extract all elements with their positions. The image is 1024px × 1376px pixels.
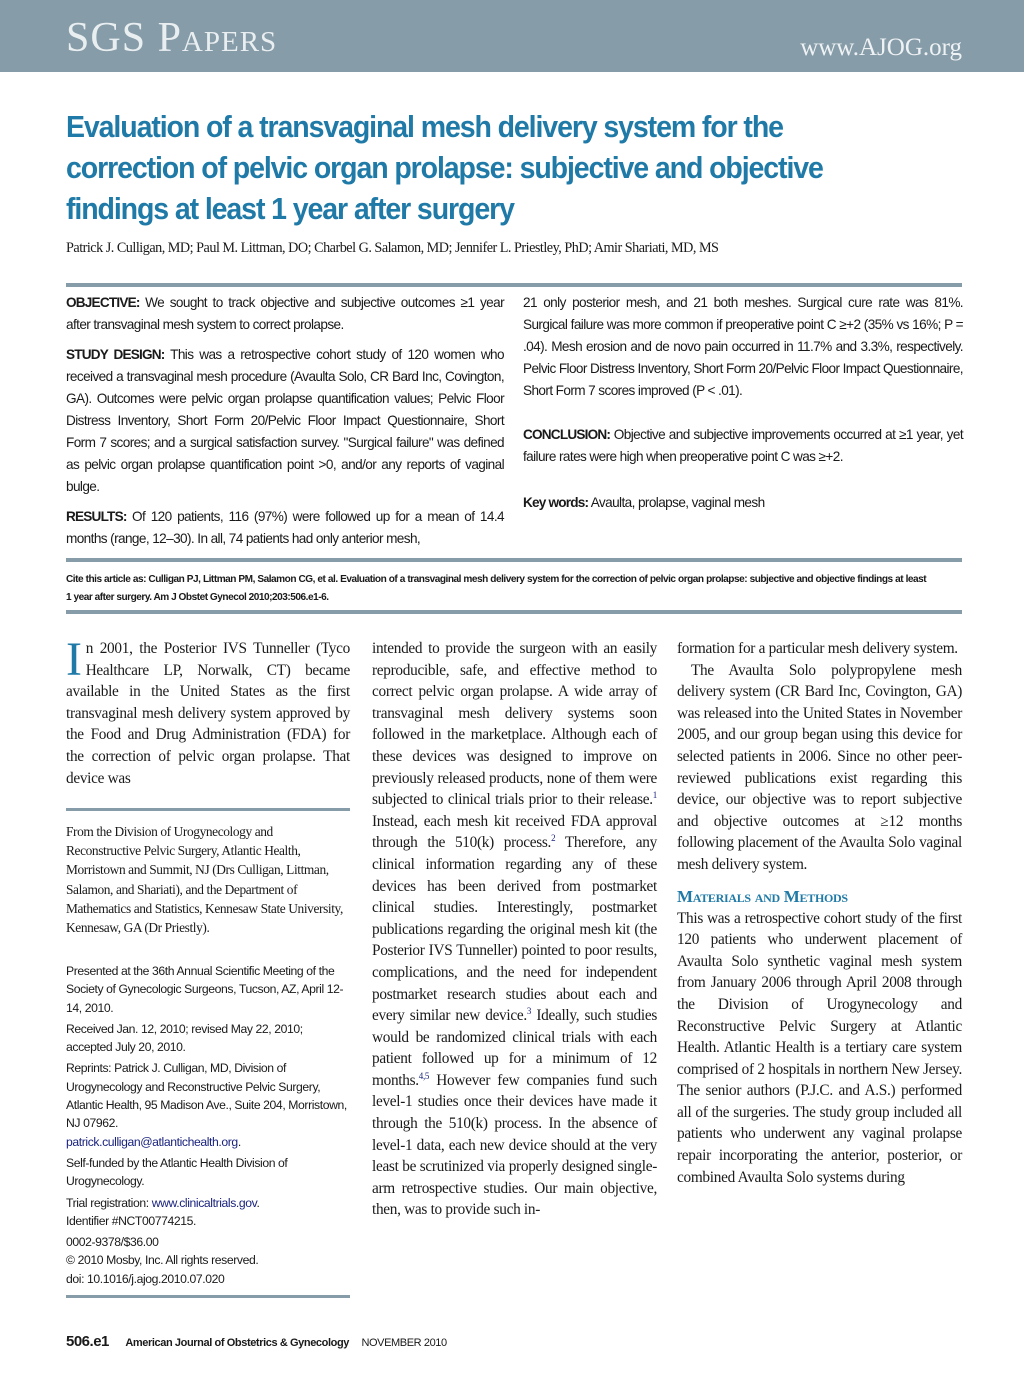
abstract-keywords	[523, 492, 963, 514]
divider	[66, 610, 962, 614]
body-column-2	[372, 638, 657, 1221]
affiliation: From the Division of Urogynecology and Reconstructive Pelvic Surgery, Atlantic Health, Morristown and Summit, NJ (Drs Culligan, Littman, Salamon, and Shariati), and the Department of Mathematics and Statistics, Kennesaw State University, Kennesaw, GA (Dr Priestly).	[66, 824, 343, 936]
abstract-objective	[66, 292, 504, 336]
objective-label: OBJECTIVE:	[66, 295, 140, 310]
body-column-3	[677, 638, 962, 1188]
price: 0002-9378/$36.00	[66, 1235, 159, 1250]
conclusion-text: Objective and subjective improvements occurred at ≥1 year, yet failure rates were high when preoperative point C was ≥+2.	[523, 427, 963, 464]
reference-link[interactable]: 2	[551, 833, 556, 844]
abstract-results-cont	[523, 292, 963, 402]
keywords-text: Avaulta, prolapse, vaginal mesh	[588, 495, 765, 510]
trial-label: Trial registration:	[66, 1195, 152, 1210]
results-label: RESULTS:	[66, 509, 127, 524]
reference-link[interactable]: 4,5	[418, 1070, 430, 1081]
reprints-note: Reprints: Patrick J. Culligan, MD, Division of Urogynecology and Reconstructive Pelvic Surgery, Atlantic Health, 95 Madison Ave., Suite 204, Morristown, NJ 07962. patrick.culligan@atlantichealth.org.	[66, 1061, 347, 1149]
divider	[66, 808, 350, 811]
email-link[interactable]: patrick.culligan@atlantichealth.org	[66, 1134, 238, 1149]
body-column-1	[66, 633, 350, 789]
body-text: Therefore, any clinical information regarding any of these devices has been derived from postmarket clinical studies. Interestingly, postmarket publications regarding the original mesh kit (the Posterior IVS Tunneller) pointed to poor results, complications, and the need for independent postmarket research studies about each and every similar new device.	[372, 834, 657, 1025]
divider	[66, 558, 962, 562]
funding-note: Self-funded by the Atlantic Health Division of Urogynecology.	[66, 1155, 288, 1189]
reprints-text: Reprints: Patrick J. Culligan, MD, Division of Urogynecology and Reconstructive Pelvic Surgery, Atlantic Health, 95 Madison Ave., Suite 204, Morristown, NJ 07962.	[66, 1061, 347, 1131]
section-heading: Materials and Methods	[677, 886, 848, 906]
abstract-study-design	[66, 344, 504, 498]
abstract-conclusion	[523, 424, 963, 468]
conclusion-label: CONCLUSION:	[523, 427, 611, 442]
body-paragraph: The Avaulta Solo polypropylene mesh delivery system (CR Bard Inc, Covington, GA) was released into the United States in November 2005, and our group began using this device for selected patients in 2006. Since no other peer-reviewed publications exist regarding this device, our objective was to report subjective and objective outcomes at ≥12 months following placement of the Avaulta Solo vaginal mesh delivery system.	[677, 661, 962, 873]
results-text-1: Of 120 patients, 116 (97%) were followed up for a mean of 14.4 months (range, 12–30). In all, 74 patients had only anterior mesh,	[66, 509, 504, 546]
trial-registry-link[interactable]: www.clinicaltrials.gov	[151, 1195, 257, 1210]
body-text: Ideally, such studies would be randomized clinical trials with each patient followed up for a minimum of 12 months.	[372, 1007, 657, 1089]
author-list: Patrick J. Culligan, MD; Paul M. Littman, DO; Charbel G. Salamon, MD; Jennifer L. Priestley, PhD; Amir Shariati, MD, MS	[66, 240, 719, 256]
intro-paragraph	[66, 633, 350, 789]
body-paragraph	[372, 638, 657, 1221]
journal-site-link[interactable]: www.AJOG.org	[800, 34, 962, 61]
results-text-2: 21 only posterior mesh, and 21 both meshes. Surgical cure rate was 81%. Surgical failure was more common if preoperative point C ≥+2 (35% vs 16%; P = .04). Mesh erosion and de novo pain occurred in 11.7% and 3.3%, respectively. Pelvic Floor Distress Inventory, Short Form 20/Pelvic Floor Impact Questionnaire, Short Form 7 scores improved (P < .01).	[523, 295, 963, 398]
doi-link[interactable]: doi: 10.1016/j.ajog.2010.07.020	[66, 1271, 225, 1286]
journal-name: American Journal of Obstetrics & Gynecology	[125, 1337, 349, 1349]
abstract-right-column	[523, 292, 963, 522]
trial-note: Trial registration: www.clinicaltrials.gov. Identifier #NCT00774215.	[66, 1195, 260, 1228]
copyright: © 2010 Mosby, Inc. All rights reserved.	[66, 1253, 259, 1268]
series-title	[66, 16, 277, 60]
study-design-text: This was a retrospective cohort study of 120 women who received a transvaginal mesh procedure (Avaulta Solo, CR Bard Inc, Covington, GA). Outcomes were pelvic organ prolapse quantification values; Pelvic Floor Distress Inventory, Short Form 20/Pelvic Floor Impact Questionnaire, Short Form 7 scores; and a surgical satisfaction survey. "Surgical failure" was defined as pelvic organ prolapse quantification point >0, and/or any reports of vaginal bulge.	[66, 347, 504, 494]
keywords-label: Key words:	[523, 495, 589, 510]
body-text: Instead, each mesh kit received FDA approval through the 510(k) process.	[372, 812, 657, 852]
series-name: Papers	[157, 15, 278, 61]
intro-text: n 2001, the Posterior IVS Tunneller (Tyco Healthcare LP, Norwalk, CT) became available in the United States as the first transvaginal mesh delivery system approved by the Food and Drug Administration (FDA) for the correction of pelvic organ prolapse. That device was	[66, 640, 350, 787]
abstract-results	[66, 506, 504, 550]
page-footer	[66, 1333, 447, 1351]
body-text: However few companies fund such level-1 studies once their devices have made it through the 510(k) process. In the absence of level-1 data, each new device should at the very least be scrutinized via properly designed single-arm retrospective studies. Our main objective, then, was to provide such in-	[372, 1071, 657, 1219]
article-title: Evaluation of a transvaginal mesh delivery system for the correction of pelvic organ prolapse: subjective and objective findings at least 1 year after surgery	[66, 109, 823, 226]
page-number: 506.e1	[66, 1333, 109, 1350]
study-design-label: STUDY DESIGN:	[66, 347, 165, 362]
series-prefix: SGS	[66, 15, 147, 61]
trial-id: Identifier #NCT00774215.	[66, 1213, 196, 1228]
drop-cap: I	[66, 633, 82, 686]
article-notes	[66, 962, 350, 1291]
reference-link[interactable]: 1	[652, 790, 657, 801]
header-banner	[0, 0, 1024, 72]
body-paragraph: This was a retrospective cohort study of the first 120 patients who underwent placement of Avaulta Solo synthetic vaginal mesh system from January 2006 through April 2008 through the Division of Urogynecology and Reconstructive Pelvic Surgery at Atlantic Health. Atlantic Health is a tertiary care system comprised of 2 hospitals in northern New Jersey. The senior authors (P.J.C. and A.S.) performed all of the surgeries. The study group included all patients who underwent any vaginal prolapse repair incorporating the anterior, posterior, or combined Avaulta Solo systems during	[677, 909, 962, 1186]
reference-link[interactable]: 3	[526, 1006, 532, 1016]
divider	[66, 283, 962, 287]
body-text: intended to provide the surgeon with an easily reproducible, safe, and effective method to correct pelvic organ prolapse. A wide array of transvaginal mesh delivery systems soon followed in the marketplace. Although each of these devices was designed to improve on previously released products, none of them were subjected to clinical trials prior to their release.	[372, 640, 657, 809]
presented-note: Presented at the 36th Annual Scientific Meeting of the Society of Gynecologic Surgeons, Tucson, AZ, April 12-14, 2010.	[66, 964, 344, 1015]
issue-date: NOVEMBER 2010	[361, 1337, 447, 1349]
objective-text: We sought to track objective and subjective outcomes ≥1 year after transvaginal mesh system to correct prolapse.	[66, 295, 504, 332]
received-note: Received Jan. 12, 2010; revised May 22, 2010; accepted July 20, 2010.	[66, 1021, 303, 1055]
body-paragraph: formation for a particular mesh delivery system.	[677, 640, 958, 657]
citation: Cite this article as: Culligan PJ, Littman PM, Salamon CG, et al. Evaluation of a transvaginal mesh delivery system for the correction of pelvic organ prolapse: subjective and objective findings at least 1 year after surgery. Am J Obstet Gynecol 2010;203:506.e1-6.	[66, 573, 927, 603]
publication-info	[66, 1233, 350, 1288]
divider	[66, 1295, 350, 1298]
abstract-left-column	[66, 292, 504, 558]
